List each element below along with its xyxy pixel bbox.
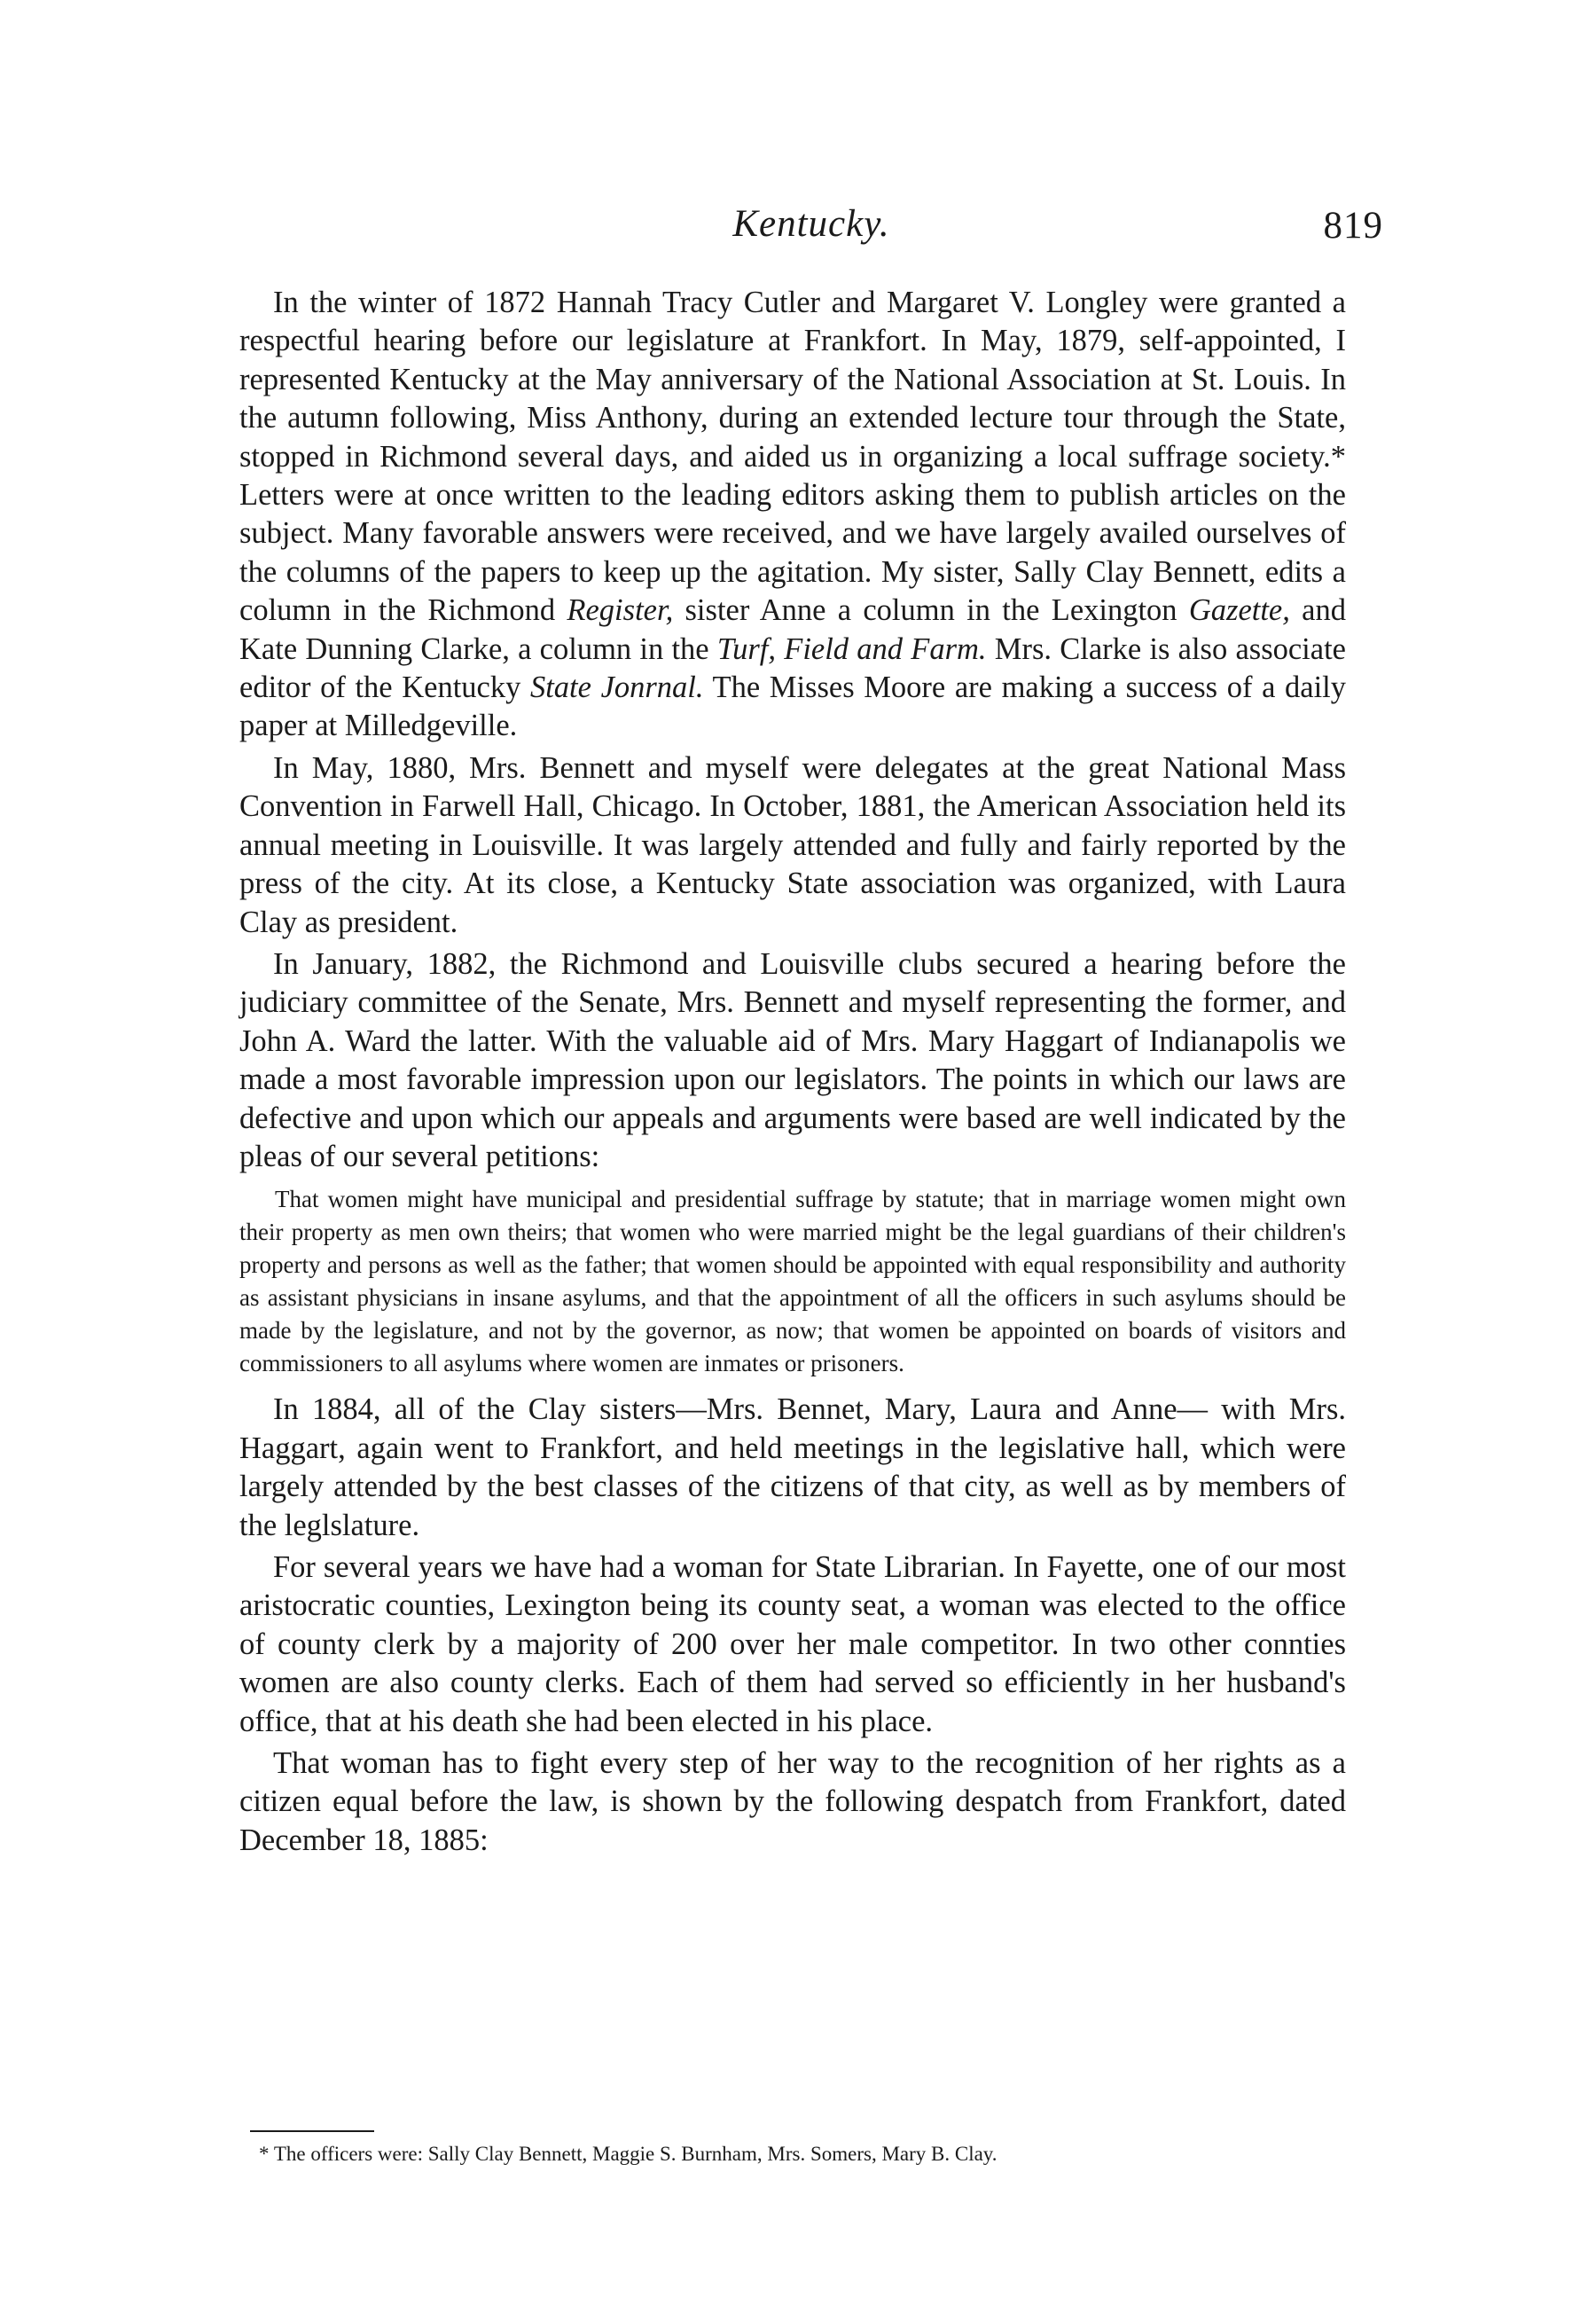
paragraph-4: In 1884, all of the Clay sisters—Mrs. Bennet, Mary, Laura and Anne— with Mrs. Haggart, again went to Frankfort, and held meetings in the legislative hall, which were largely attended by the best classes of the citizens of that city, as well as by members of the leglslature.	[239, 1392, 1346, 1542]
paragraph-1-text-b: sister Anne a column in the Lexington	[673, 593, 1189, 628]
paragraph-1-text-e: The Misses Moore are making a success of a daily paper at Milledgeville.	[239, 670, 1346, 743]
footnote: * The officers were: Sally Clay Bennett, Maggie S. Burnham, Mrs. Somers, Mary B. Clay.	[259, 2143, 998, 2165]
paragraph-1-text-c: and Kate Dunning Clarke, a column in the	[239, 593, 1346, 666]
paragraph-2: In May, 1880, Mrs. Bennett and myself were delegates at the great National Mass Convention in Farwell Hall, Chicago. In October, 1881, the American Association held its annual meeting in Louisville. It was largely attended and fully and fairly reported by the press of the city. At its close, a Kentucky State association was organized, with Laura Clay as president.	[239, 750, 1346, 939]
paragraph-1	[239, 284, 1346, 746]
gazette-title: Gazette,	[1188, 593, 1290, 628]
running-head: Kentucky.	[732, 203, 890, 245]
petition-quote: That women might have municipal and presidential suffrage by statute; that in marriage women might own their property as men own theirs; that women who were married might be the legal guardians of their children's property and persons as well as the father; that women should be appointed with equal responsibility and authority as assistant physicians in insane asylums, and that the appointment of all the officers in such asylums should be made by the legislature, and not by the governor, as now; that women be appointed on boards of visitors and commissioners to all asylums where women are inmates or prisoners.	[239, 1186, 1346, 1377]
paragraph-3: In January, 1882, the Richmond and Louisville clubs secured a hearing before the judiciary committee of the Senate, Mrs. Bennett and myself representing the former, and John A. Ward the latter. With the valuable aid of Mrs. Mary Haggart of Indianapolis we made a most favorable impression upon our legislators. The points in which our laws are defective and upon which our appeals and arguments were based are well indicated by the pleas of our several petitions:	[239, 946, 1346, 1173]
footnote-rule	[250, 2130, 374, 2132]
state-journal-title: State Jonrnal.	[529, 670, 704, 705]
paragraph-6: That woman has to fight every step of her way to the recognition of her rights as a citizen equal before the law, is shown by the following despatch from Frankfort, dated December 18, 1885:	[239, 1746, 1346, 1857]
page-header	[239, 202, 1383, 255]
register-title: Register,	[567, 593, 674, 628]
turf-field-farm-title: Turf, Field and Farm.	[716, 631, 987, 666]
page-number: 819	[1323, 205, 1383, 247]
paragraph-5: For several years we have had a woman for State Librarian. In Fayette, one of our most aristocratic counties, Lexington being its county seat, a woman was elected to the office of county clerk by a majority of 200 over her male competitor. In two other connties women are also county clerks. Each of them had served so efficiently in her husband's office, that at his death she had been elected in his place.	[239, 1549, 1346, 1738]
body-text	[239, 284, 1346, 1863]
paragraph-1-text-d: Mrs. Clarke is also associate editor of the Kentucky	[239, 631, 1346, 705]
paragraph-1-text-a: In the winter of 1872 Hannah Tracy Cutler and Margaret V. Longley were granted a respectful hearing before our legislature at Frankfort. In May, 1879, self-appointed, I represented Kentucky at the May anniversary of the National Association at St. Louis. In the autumn following, Miss Anthony, during an extended lecture tour through the State, stopped in Richmond several days, and aided us in organizing a local suffrage society.* Letters were at once written to the leading editors asking them to publish articles on the subject. Many favorable answers were received, and we have largely availed ourselves of the columns of the papers to keep up the agitation. My sister, Sally Clay Bennett, edits a column in the Richmond	[239, 286, 1346, 628]
